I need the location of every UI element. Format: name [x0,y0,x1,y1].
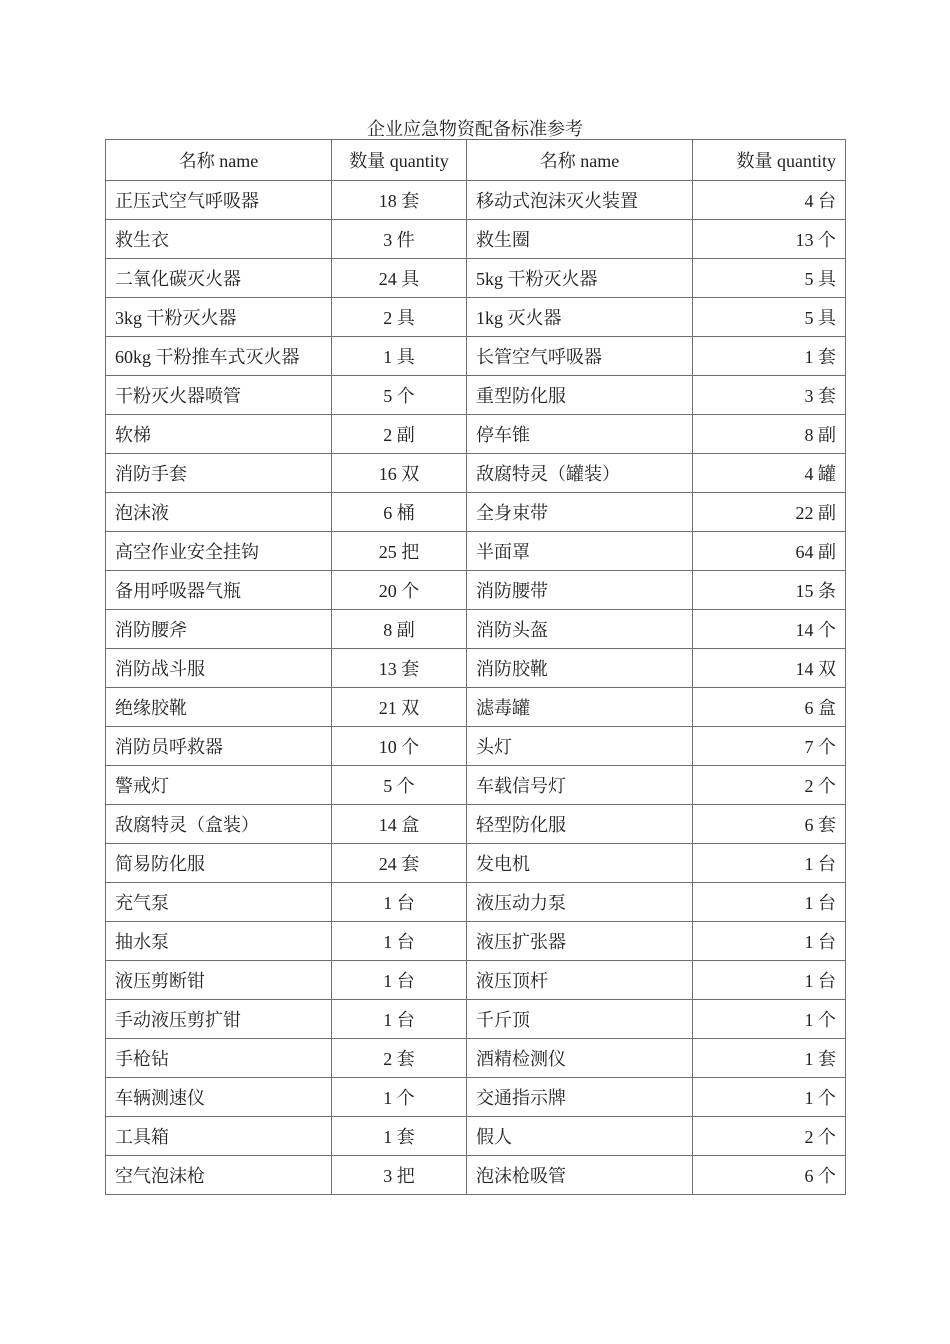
item-name: 消防手套 [106,454,332,493]
item-quantity: 2 个 [693,766,846,805]
table-row [106,337,846,376]
table-row [106,1078,846,1117]
page-title: 企业应急物资配备标准参考 [367,119,583,139]
item-name: 消防战斗服 [106,649,332,688]
item-name: 敌腐特灵（罐装） [467,454,693,493]
item-name: 轻型防化服 [467,805,693,844]
header-name-1: 名称 name [106,140,332,181]
table-row [106,415,846,454]
item-name: 3kg 干粉灭火器 [106,298,332,337]
item-name: 千斤顶 [467,1000,693,1039]
item-name: 发电机 [467,844,693,883]
header-name-2: 名称 name [467,140,693,181]
item-name: 工具箱 [106,1117,332,1156]
item-quantity: 7 个 [693,727,846,766]
item-name: 5kg 干粉灭火器 [467,259,693,298]
table-body [106,181,846,1195]
item-name: 手动液压剪扩钳 [106,1000,332,1039]
item-quantity: 14 个 [693,610,846,649]
item-name: 简易防化服 [106,844,332,883]
table-row [106,493,846,532]
item-name: 消防腰斧 [106,610,332,649]
item-name: 假人 [467,1117,693,1156]
table-row [106,376,846,415]
item-quantity: 1 台 [332,883,467,922]
item-name: 消防胶靴 [467,649,693,688]
item-quantity: 8 副 [693,415,846,454]
item-name: 正压式空气呼吸器 [106,181,332,220]
item-name: 半面罩 [467,532,693,571]
item-quantity: 6 盒 [693,688,846,727]
item-name: 液压顶杆 [467,961,693,1000]
item-name: 绝缘胶靴 [106,688,332,727]
item-name: 重型防化服 [467,376,693,415]
item-name: 消防腰带 [467,571,693,610]
item-quantity: 25 把 [332,532,467,571]
table-row [106,1156,846,1195]
item-name: 停车锥 [467,415,693,454]
table-row [106,844,846,883]
item-quantity: 3 件 [332,220,467,259]
item-name: 消防头盔 [467,610,693,649]
item-quantity: 15 条 [693,571,846,610]
item-quantity: 6 桶 [332,493,467,532]
table-row [106,298,846,337]
item-quantity: 1 台 [332,922,467,961]
item-name: 长管空气呼吸器 [467,337,693,376]
item-name: 液压剪断钳 [106,961,332,1000]
item-name: 酒精检测仪 [467,1039,693,1078]
item-quantity: 1 台 [693,922,846,961]
item-quantity: 8 副 [332,610,467,649]
item-quantity: 64 副 [693,532,846,571]
item-name: 空气泡沫枪 [106,1156,332,1195]
table-row [106,649,846,688]
table-row [106,805,846,844]
item-name: 二氧化碳灭火器 [106,259,332,298]
table-row [106,727,846,766]
item-name: 60kg 干粉推车式灭火器 [106,337,332,376]
header-quantity-2: 数量 quantity [693,140,846,181]
item-quantity: 14 盒 [332,805,467,844]
item-quantity: 4 罐 [693,454,846,493]
item-quantity: 10 个 [332,727,467,766]
item-quantity: 1 台 [332,1000,467,1039]
item-quantity: 14 双 [693,649,846,688]
table-row [106,883,846,922]
item-quantity: 13 套 [332,649,467,688]
item-quantity: 3 套 [693,376,846,415]
item-quantity: 1 台 [693,883,846,922]
table-row [106,1000,846,1039]
item-quantity: 1 具 [332,337,467,376]
item-name: 液压动力泵 [467,883,693,922]
table-row [106,532,846,571]
item-quantity: 2 具 [332,298,467,337]
item-quantity: 4 台 [693,181,846,220]
item-quantity: 1 台 [332,961,467,1000]
item-quantity: 2 副 [332,415,467,454]
table-row [106,181,846,220]
item-quantity: 2 个 [693,1117,846,1156]
item-quantity: 1 个 [332,1078,467,1117]
table-row [106,922,846,961]
item-name: 救生圈 [467,220,693,259]
item-quantity: 2 套 [332,1039,467,1078]
item-quantity: 24 具 [332,259,467,298]
table-row [106,688,846,727]
table-row [106,610,846,649]
item-name: 泡沫液 [106,493,332,532]
item-name: 软梯 [106,415,332,454]
item-name: 滤毒罐 [467,688,693,727]
header-row [106,140,846,181]
materials-table [105,139,846,1195]
table-row [106,259,846,298]
item-quantity: 21 双 [332,688,467,727]
item-name: 交通指示牌 [467,1078,693,1117]
item-quantity: 1 套 [693,1039,846,1078]
item-quantity: 5 具 [693,298,846,337]
item-name: 警戒灯 [106,766,332,805]
item-name: 1kg 灭火器 [467,298,693,337]
item-name: 高空作业安全挂钩 [106,532,332,571]
item-quantity: 20 个 [332,571,467,610]
item-name: 头灯 [467,727,693,766]
item-quantity: 1 台 [693,844,846,883]
item-quantity: 1 套 [332,1117,467,1156]
item-name: 备用呼吸器气瓶 [106,571,332,610]
item-quantity: 5 个 [332,376,467,415]
header-quantity-1: 数量 quantity [332,140,467,181]
item-name: 车载信号灯 [467,766,693,805]
table-row [106,1039,846,1078]
table-row [106,454,846,493]
item-name: 手枪钻 [106,1039,332,1078]
item-quantity: 5 个 [332,766,467,805]
item-name: 敌腐特灵（盒装） [106,805,332,844]
item-quantity: 6 套 [693,805,846,844]
item-name: 移动式泡沫灭火装置 [467,181,693,220]
table-row [106,1117,846,1156]
item-name: 抽水泵 [106,922,332,961]
item-quantity: 5 具 [693,259,846,298]
item-quantity: 22 副 [693,493,846,532]
item-quantity: 16 双 [332,454,467,493]
item-quantity: 18 套 [332,181,467,220]
item-name: 车辆测速仪 [106,1078,332,1117]
item-name: 全身束带 [467,493,693,532]
item-quantity: 1 套 [693,337,846,376]
item-name: 液压扩张器 [467,922,693,961]
table-row [106,220,846,259]
table-row [106,961,846,1000]
item-name: 泡沫枪吸管 [467,1156,693,1195]
item-quantity: 24 套 [332,844,467,883]
item-quantity: 1 个 [693,1078,846,1117]
table-row [106,766,846,805]
item-name: 充气泵 [106,883,332,922]
item-quantity: 3 把 [332,1156,467,1195]
item-quantity: 1 个 [693,1000,846,1039]
item-quantity: 1 台 [693,961,846,1000]
item-quantity: 6 个 [693,1156,846,1195]
item-name: 干粉灭火器喷管 [106,376,332,415]
item-quantity: 13 个 [693,220,846,259]
item-name: 消防员呼救器 [106,727,332,766]
item-name: 救生衣 [106,220,332,259]
table-row [106,571,846,610]
